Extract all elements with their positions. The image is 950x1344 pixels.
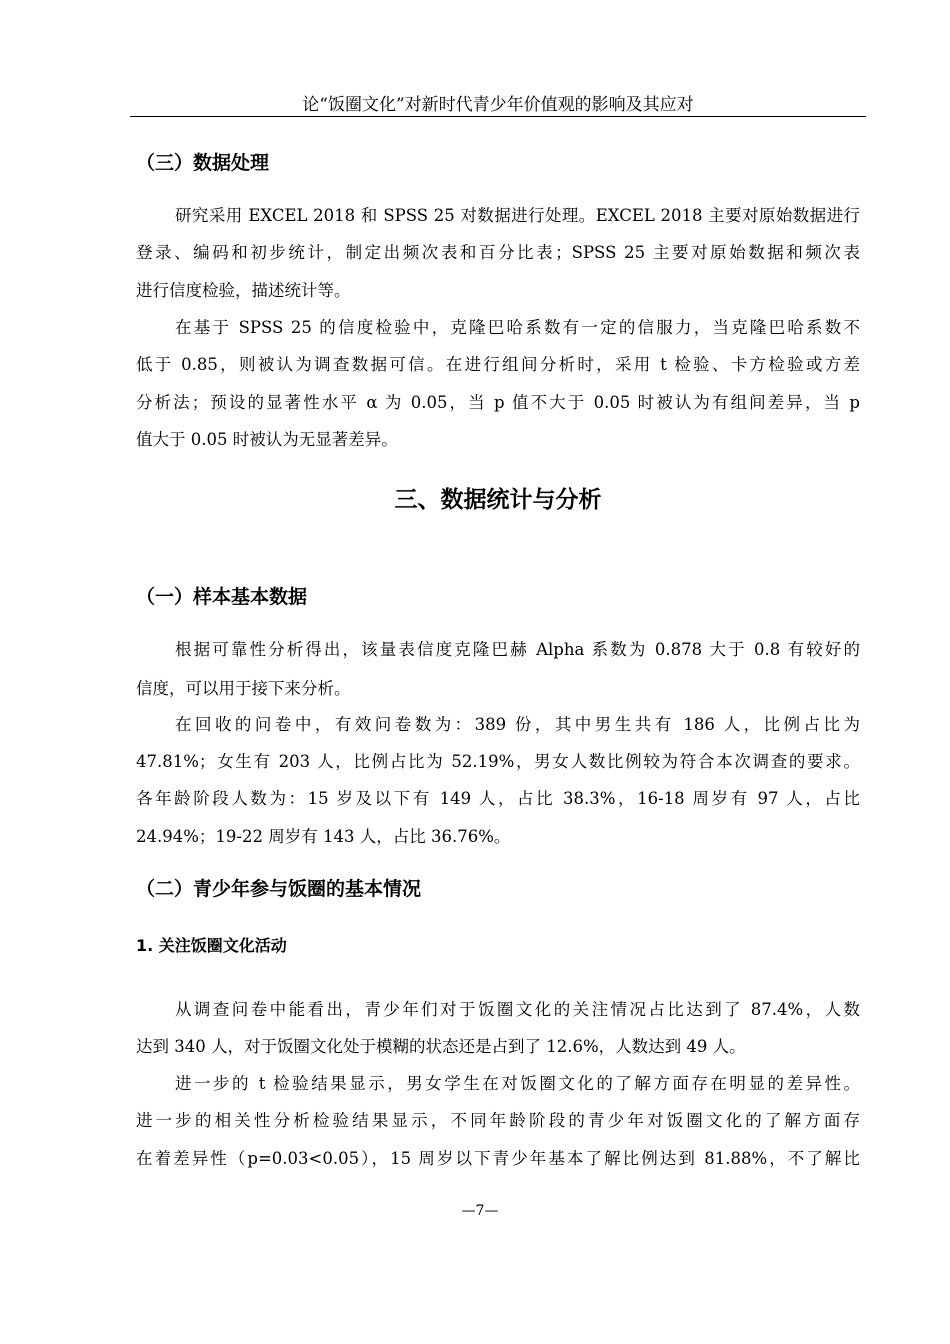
paragraph-line: 研究采用 EXCEL 2018 和 SPSS 25 对数据进行处理。EXCEL 2018 主要对原始数据进行 — [175, 206, 860, 225]
paragraph-line: 进行信度检验，描述统计等。 — [136, 281, 351, 300]
heading-sample-data: （一）样本基本数据 — [136, 586, 308, 608]
paragraph-line: 24.94%；19-22 周岁有 143 人，占比 36.76%。 — [136, 827, 511, 846]
paragraph-line: 信度，可以用于接下来分析。 — [136, 679, 351, 698]
paragraph-line: 登录、编码和初步统计，制定出频次表和百分比表；SPSS 25 主要对原始数据和频次表 — [136, 243, 860, 262]
heading-participation: （二）青少年参与饭圈的基本情况 — [136, 878, 422, 900]
paragraph-line: 47.81%；女生有 203 人，比例占比为 52.19%，男女人数比例较为符合本次调查的要求。 — [136, 752, 860, 771]
paragraph-line: 进一步的 t 检验结果显示，男女学生在对饭圈文化的了解方面存在明显的差异性。 — [175, 1074, 860, 1093]
paragraph-line: 从调查问卷中能看出，青少年们对于饭圈文化的关注情况占比达到了 87.4%，人数 — [175, 1000, 860, 1019]
paragraph-line: 达到 340 人，对于饭圈文化处于模糊的状态还是占到了 12.6%，人数达到 49 人。 — [136, 1037, 746, 1056]
header-divider — [130, 116, 866, 117]
heading-data-processing: （三）数据处理 — [136, 152, 270, 174]
paragraph-line: 进一步的相关性分析检验结果显示，不同年龄阶段的青少年对饭圈文化的了解方面存 — [136, 1111, 860, 1130]
paragraph-line: 在基于 SPSS 25 的信度检验中，克隆巴哈系数有一定的信服力，当克隆巴哈系数不 — [175, 318, 860, 337]
page-number: —7— — [461, 1203, 499, 1219]
paragraph-line: 根据可靠性分析得出，该量表信度克隆巴赫 Alpha 系数为 0.878 大于 0.8 有较好的 — [175, 640, 860, 659]
chapter-heading: 三、数据统计与分析 — [394, 487, 602, 513]
paragraph-line: 低于 0.85，则被认为调查数据可信。在进行组间分析时，采用 t 检验、卡方检验或方差 — [136, 355, 860, 374]
paragraph-line: 各年龄阶段人数为：15 岁及以下有 149 人，占比 38.3%，16-18 周岁有 97 人，占比 — [136, 789, 860, 808]
running-header: 论“饭圈文化”对新时代青少年价值观的影响及其应对 — [302, 95, 694, 115]
paragraph-line: 分析法；预设的显著性水平 α 为 0.05，当 p 值不大于 0.05 时被认为有组间差异，当 p — [136, 393, 860, 412]
paragraph-line: 在着差异性（p=0.03<0.05），15 周岁以下青少年基本了解比例达到 81.88%，不了解比 — [136, 1149, 860, 1168]
paragraph-line: 在回收的问卷中，有效问卷数为：389 份，其中男生共有 186 人，比例占比为 — [175, 715, 860, 734]
subheading-follow-activities: 1. 关注饭圈文化活动 — [136, 936, 287, 955]
paragraph-line: 值大于 0.05 时被认为无显著差异。 — [136, 430, 398, 449]
